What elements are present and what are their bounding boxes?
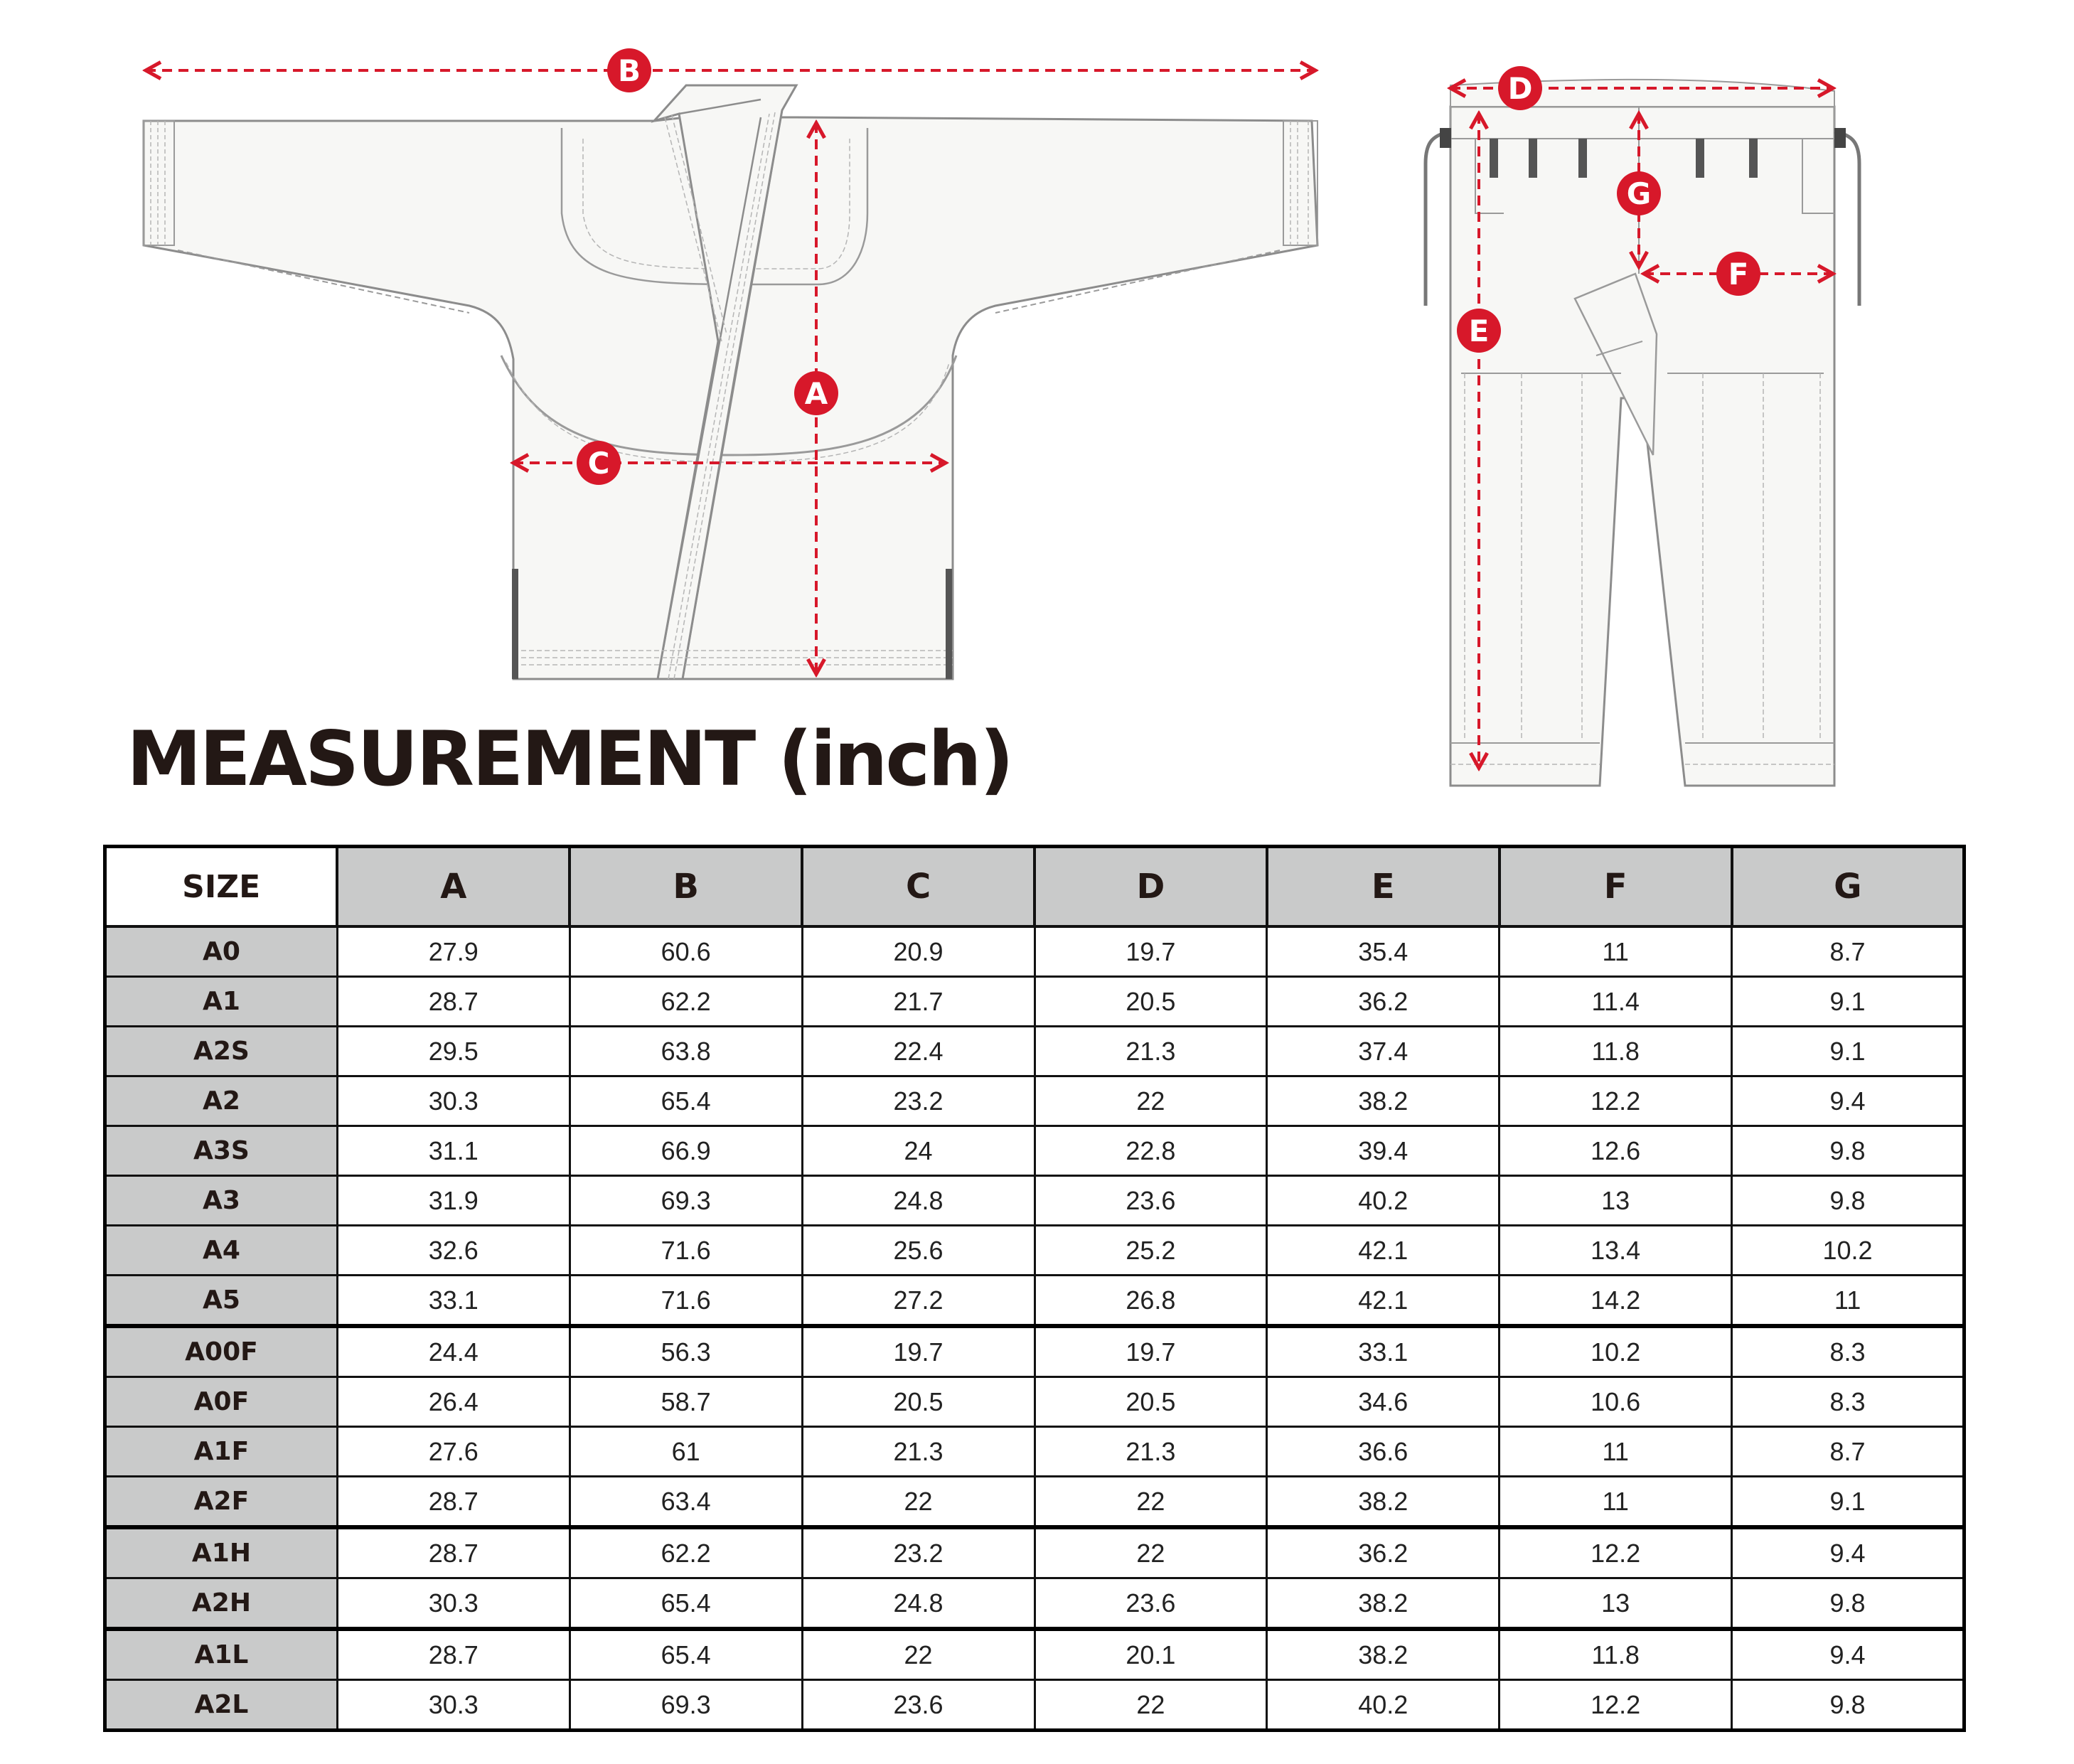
measurement-cell: 38.2	[1267, 1629, 1500, 1680]
measurement-cell: 71.6	[570, 1226, 802, 1276]
measurement-cell: 56.3	[570, 1326, 802, 1377]
size-cell: A5	[105, 1276, 338, 1327]
measurement-cell: 30.3	[337, 1680, 570, 1731]
marker-g	[1617, 171, 1661, 215]
size-cell: A4	[105, 1226, 338, 1276]
measurement-cell: 42.1	[1267, 1276, 1500, 1327]
measurement-cell: 62.2	[570, 1527, 802, 1578]
measurement-cell: 28.7	[337, 1477, 570, 1528]
table-row	[105, 1326, 1965, 1377]
measurement-cell: 24.4	[337, 1326, 570, 1377]
measurement-cell: 12.2	[1500, 1076, 1732, 1126]
measurement-cell: 65.4	[570, 1629, 802, 1680]
table-row	[105, 1126, 1965, 1176]
measurement-cell: 23.2	[802, 1076, 1035, 1126]
measurement-cell: 11.8	[1500, 1629, 1732, 1680]
measurement-cell: 36.2	[1267, 1527, 1500, 1578]
measurement-cell: 38.2	[1267, 1477, 1500, 1528]
measurement-cell: 66.9	[570, 1126, 802, 1176]
marker-c	[577, 441, 621, 485]
size-cell: A1F	[105, 1427, 338, 1477]
table-row	[105, 1226, 1965, 1276]
measurement-cell: 20.1	[1035, 1629, 1267, 1680]
table-row	[105, 1076, 1965, 1126]
column-header-c: C	[802, 847, 1035, 927]
measurement-cell: 12.2	[1500, 1527, 1732, 1578]
measurement-cell: 13	[1500, 1176, 1732, 1226]
size-cell: A1	[105, 977, 338, 1027]
measurement-cell: 22	[1035, 1477, 1267, 1528]
table-row	[105, 977, 1965, 1027]
page-title: MEASUREMENT (inch)	[127, 715, 1012, 803]
measurement-cell: 28.7	[337, 1629, 570, 1680]
measurement-cell: 63.8	[570, 1027, 802, 1076]
measurement-cell: 23.6	[802, 1680, 1035, 1731]
measurement-cell: 8.3	[1732, 1377, 1965, 1427]
size-cell: A3	[105, 1176, 338, 1226]
measurement-cell: 11	[1500, 1477, 1732, 1528]
measurement-cell: 31.9	[337, 1176, 570, 1226]
measurement-cell: 13.4	[1500, 1226, 1732, 1276]
measurement-cell: 39.4	[1267, 1126, 1500, 1176]
measurement-cell: 24	[802, 1126, 1035, 1176]
measurement-cell: 27.9	[337, 926, 570, 977]
size-cell: A2F	[105, 1477, 338, 1528]
size-cell: A2H	[105, 1578, 338, 1630]
measurement-cell: 69.3	[570, 1680, 802, 1731]
size-cell: A2	[105, 1076, 338, 1126]
measurement-cell: 25.6	[802, 1226, 1035, 1276]
measurement-cell: 22	[1035, 1680, 1267, 1731]
measurement-cell: 40.2	[1267, 1176, 1500, 1226]
measurement-cell: 19.7	[1035, 926, 1267, 977]
table-row	[105, 1629, 1965, 1680]
measurement-cell: 24.8	[802, 1176, 1035, 1226]
measurement-cell: 30.3	[337, 1578, 570, 1630]
column-header-f: F	[1500, 847, 1732, 927]
marker-e-label: E	[1468, 314, 1490, 348]
measurement-cell: 11	[1732, 1276, 1965, 1327]
measurement-cell: 9.1	[1732, 1027, 1965, 1076]
marker-g-label: G	[1626, 176, 1652, 211]
table-row	[105, 1027, 1965, 1076]
table-row	[105, 1176, 1965, 1226]
column-header-d: D	[1035, 847, 1267, 927]
measurement-cell: 11.8	[1500, 1027, 1732, 1076]
measurement-cell: 10.2	[1500, 1326, 1732, 1377]
jacket-illustration	[144, 85, 1317, 679]
measurement-cell: 9.4	[1732, 1527, 1965, 1578]
measurement-cell: 19.7	[802, 1326, 1035, 1377]
measurement-cell: 27.6	[337, 1427, 570, 1477]
marker-b	[607, 48, 651, 92]
measurement-cell: 24.8	[802, 1578, 1035, 1630]
measurement-cell: 20.5	[1035, 1377, 1267, 1427]
measurement-cell: 38.2	[1267, 1578, 1500, 1630]
measurement-cell: 69.3	[570, 1176, 802, 1226]
size-cell: A0F	[105, 1377, 338, 1427]
measurement-cell: 12.2	[1500, 1680, 1732, 1731]
measurement-cell: 11.4	[1500, 977, 1732, 1027]
measurement-cell: 9.8	[1732, 1126, 1965, 1176]
measurement-cell: 9.8	[1732, 1680, 1965, 1731]
measurement-cell: 33.1	[337, 1276, 570, 1327]
measurement-cell: 23.2	[802, 1527, 1035, 1578]
measurement-cell: 23.6	[1035, 1176, 1267, 1226]
measurement-cell: 28.7	[337, 977, 570, 1027]
measurement-cell: 14.2	[1500, 1276, 1732, 1327]
measurement-cell: 31.1	[337, 1126, 570, 1176]
measurement-cell: 26.8	[1035, 1276, 1267, 1327]
measurement-cell: 10.2	[1732, 1226, 1965, 1276]
measurement-cell: 22	[1035, 1527, 1267, 1578]
size-cell: A2L	[105, 1680, 338, 1731]
measurement-cell: 25.2	[1035, 1226, 1267, 1276]
table-row	[105, 1527, 1965, 1578]
measurement-cell: 34.6	[1267, 1377, 1500, 1427]
measurement-cell: 9.8	[1732, 1578, 1965, 1630]
measurement-cell: 63.4	[570, 1477, 802, 1528]
measurement-cell: 33.1	[1267, 1326, 1500, 1377]
measurement-cell: 20.5	[802, 1377, 1035, 1427]
measurement-cell: 65.4	[570, 1076, 802, 1126]
measurement-cell: 9.1	[1732, 977, 1965, 1027]
measurement-cell: 9.4	[1732, 1629, 1965, 1680]
measurement-cell: 29.5	[337, 1027, 570, 1076]
size-cell: A00F	[105, 1326, 338, 1377]
measurement-cell: 22	[802, 1477, 1035, 1528]
marker-f	[1716, 252, 1760, 296]
measurement-cell: 36.2	[1267, 977, 1500, 1027]
table-row	[105, 1477, 1965, 1528]
measurement-cell: 58.7	[570, 1377, 802, 1427]
measurement-cell: 8.7	[1732, 1427, 1965, 1477]
size-cell: A2S	[105, 1027, 338, 1076]
measurement-cell: 28.7	[337, 1527, 570, 1578]
marker-a-label: A	[804, 376, 828, 411]
measurement-cell: 36.6	[1267, 1427, 1500, 1477]
measurement-cell: 22.8	[1035, 1126, 1267, 1176]
marker-f-label: F	[1728, 257, 1749, 292]
measurement-cell: 21.3	[1035, 1427, 1267, 1477]
table-row	[105, 926, 1965, 977]
table-row	[105, 1427, 1965, 1477]
size-cell: A1L	[105, 1629, 338, 1680]
measurement-cell: 62.2	[570, 977, 802, 1027]
column-header-b: B	[570, 847, 802, 927]
size-cell: A3S	[105, 1126, 338, 1176]
measurement-cell: 38.2	[1267, 1076, 1500, 1126]
column-header-g: G	[1732, 847, 1965, 927]
table-header-row	[105, 847, 1965, 927]
measurement-cell: 61	[570, 1427, 802, 1477]
measurement-cell: 21.3	[802, 1427, 1035, 1477]
marker-b-label: B	[617, 53, 641, 88]
measurement-cell: 42.1	[1267, 1226, 1500, 1276]
column-header-e: E	[1267, 847, 1500, 927]
measurement-cell: 9.4	[1732, 1076, 1965, 1126]
measurement-cell: 11	[1500, 1427, 1732, 1477]
measurement-cell: 22	[1035, 1076, 1267, 1126]
marker-a	[794, 371, 838, 415]
measurement-cell: 40.2	[1267, 1680, 1500, 1731]
measurement-cell: 71.6	[570, 1276, 802, 1327]
column-header-a: A	[337, 847, 570, 927]
measurement-cell: 13	[1500, 1578, 1732, 1630]
size-cell: A0	[105, 926, 338, 977]
measurement-cell: 12.6	[1500, 1126, 1732, 1176]
measurement-cell: 32.6	[337, 1226, 570, 1276]
column-header-size: SIZE	[105, 847, 338, 927]
table-row	[105, 1377, 1965, 1427]
measurement-cell: 11	[1500, 926, 1732, 977]
measurement-cell: 27.2	[802, 1276, 1035, 1327]
measurement-cell: 20.5	[1035, 977, 1267, 1027]
measurement-cell: 22.4	[802, 1027, 1035, 1076]
measurement-diagram	[0, 0, 2074, 832]
marker-d	[1498, 66, 1542, 110]
measurement-cell: 23.6	[1035, 1578, 1267, 1630]
size-chart-table	[103, 845, 1966, 1732]
measurement-cell: 30.3	[337, 1076, 570, 1126]
measurement-cell: 35.4	[1267, 926, 1500, 977]
table-body	[105, 926, 1965, 1731]
table-row	[105, 1276, 1965, 1327]
marker-e	[1457, 309, 1501, 353]
measurement-cell: 9.1	[1732, 1477, 1965, 1528]
size-cell: A1H	[105, 1527, 338, 1578]
measurement-cell: 37.4	[1267, 1027, 1500, 1076]
measurement-cell: 9.8	[1732, 1176, 1965, 1226]
measurement-cell: 21.3	[1035, 1027, 1267, 1076]
measurement-cell: 65.4	[570, 1578, 802, 1630]
measurement-cell: 10.6	[1500, 1377, 1732, 1427]
marker-c-label: C	[587, 446, 610, 481]
measurement-cell: 21.7	[802, 977, 1035, 1027]
marker-d-label: D	[1507, 71, 1533, 106]
measurement-cell: 19.7	[1035, 1326, 1267, 1377]
table-row	[105, 1578, 1965, 1630]
table-row	[105, 1680, 1965, 1731]
measurement-cell: 26.4	[337, 1377, 570, 1427]
measurement-cell: 8.7	[1732, 926, 1965, 977]
measurement-cell: 8.3	[1732, 1326, 1965, 1377]
measurement-cell: 22	[802, 1629, 1035, 1680]
measurement-cell: 60.6	[570, 926, 802, 977]
measurement-cell: 20.9	[802, 926, 1035, 977]
